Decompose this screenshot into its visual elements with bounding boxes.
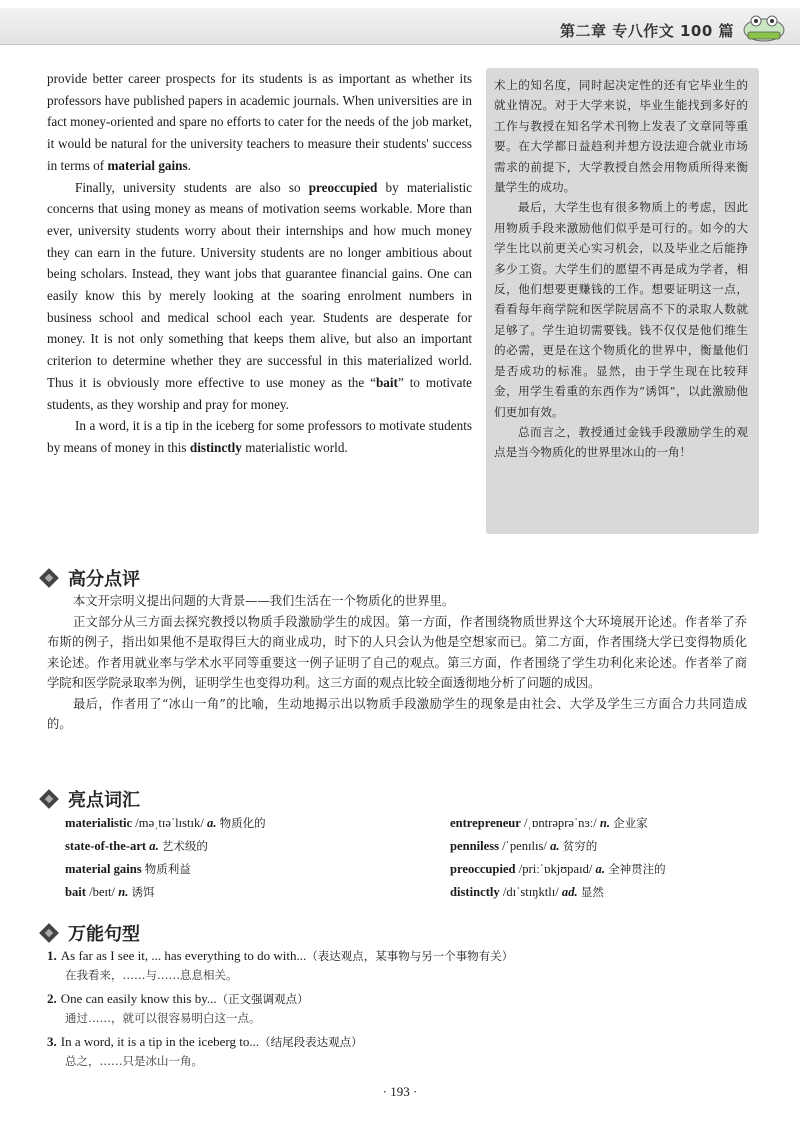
pattern-chinese: 在我看来，……与……息息相关。 bbox=[65, 968, 238, 982]
vocab-entry bbox=[450, 858, 666, 881]
vocab-term: bait bbox=[65, 885, 86, 899]
vocab-meaning: 显然 bbox=[580, 885, 604, 899]
pattern-number: 1. bbox=[47, 948, 57, 963]
vocab-section-title: 亮点词汇 bbox=[68, 790, 140, 811]
vocab-phonetic: /beɪt/ bbox=[89, 885, 116, 899]
vocab-part-of-speech: a. bbox=[149, 839, 159, 853]
pattern-english: In a word, it is a tip in the iceberg to... bbox=[60, 1034, 260, 1049]
vocab-meaning: 企业家 bbox=[613, 816, 648, 830]
vocab-meaning: 诱饵 bbox=[131, 885, 155, 899]
essay-text-run: provide better career prospects for its students is as important as whether its professors have published papers in academic journals. When universities are in fact money-oriented and spare no efforts to cater for the needs of the job market, it would be natural for the university teachers to measure their students' success in terms of bbox=[47, 71, 472, 173]
diamond-bullet-icon bbox=[38, 922, 60, 944]
chapter-header: 第二章 专八作文 100 篇 bbox=[560, 22, 734, 40]
pattern-english: One can easily know this by... bbox=[60, 991, 217, 1006]
vocab-meaning: 贫穷的 bbox=[562, 839, 598, 853]
pattern-note: （正文强调观点） bbox=[216, 992, 309, 1006]
vocab-meaning: 艺术级的 bbox=[161, 839, 208, 853]
pattern-chinese: 通过……，就可以很容易明白这一点。 bbox=[65, 1011, 261, 1025]
comment-paragraph: 正文部分从三方面去探究教授以物质手段激励学生的成因。第一方面，作者围绕物质世界这个大环境展开论述。作者举了乔布斯的例子，指出如果他不是取得巨大的商业成功，时下的人只会认为他是空想家而已。第二方面，作者围绕大学已变得物质化来论述。作者用就业率与学术水平同等重要这一例子证明了自己的观点。第三方面，作者围绕了学生功利化来论述。作者举了商学院和医学院录取率为例，证明学生也变得功利。这三方面的观点比较全面透彻地分析了问题的成因。 bbox=[47, 614, 747, 690]
translation-paragraph: 术上的知名度，同时起决定性的还有它毕业生的就业情况。对于大学来说，毕业生能找到多好的工作与教授在知名学术刊物上发表了文章同等重要。在大学都日益趋利并想方设法迎合就业市场需求的前提下，大学教授自然会用物质所得来衡量学生的成功。 bbox=[494, 78, 748, 195]
pattern-item bbox=[47, 946, 747, 985]
pattern-section-heading bbox=[38, 920, 140, 946]
essay-english-column bbox=[47, 68, 472, 459]
vocab-phonetic: /ˌɒntrəprəˈnɜː/ bbox=[524, 816, 597, 830]
translation-paragraph: 最后，大学生也有很多物质上的考虑，因此用物质手段来激励他们似乎是可行的。如今的大学生比以前更关心实习机会，以及毕业之后能挣多少工资。大学生们的愿望不再是成为学者，相反，他们想要更赚钱的工作。想要证明这一点，看看每年商学院和医学院居高不下的录取人数就足够了。学生迫切需要钱。钱不仅仅是他们维生的必需，更是在这个物质化的世界中，衡量他们是否成功的标准。显然，由于学生现在比较拜金，用学生看重的东西作为“诱饵”，以此激励他们更加有效。 bbox=[494, 200, 748, 419]
vocab-part-of-speech: ad. bbox=[561, 885, 578, 899]
vocab-term: materialistic bbox=[65, 816, 133, 830]
essay-paragraph bbox=[47, 177, 472, 416]
vocab-section-heading bbox=[38, 786, 140, 812]
cartoon-frog-logo-icon bbox=[740, 12, 788, 42]
vocab-term: entrepreneur bbox=[450, 816, 521, 830]
vocab-phonetic: /məˌtɪəˈlɪstɪk/ bbox=[135, 816, 204, 830]
comment-section-title: 高分点评 bbox=[68, 569, 140, 590]
diamond-bullet-icon bbox=[38, 567, 60, 589]
essay-text-run: materialistic world. bbox=[241, 439, 348, 455]
vocab-part-of-speech: n. bbox=[599, 816, 611, 830]
vocab-term: preoccupied bbox=[450, 862, 516, 876]
essay-text-run: In a word, it is a tip in the iceberg for some professors to motivate students by means of money in this bbox=[47, 418, 472, 455]
comment-body bbox=[47, 591, 747, 735]
pattern-note: （结尾段表达观点） bbox=[259, 1035, 363, 1049]
sentence-patterns bbox=[47, 946, 747, 1075]
vocab-part-of-speech: n. bbox=[118, 885, 129, 899]
vocab-phonetic: /ˈpenɪlɪs/ bbox=[502, 839, 547, 853]
pattern-chinese: 总之，……只是冰山一角。 bbox=[65, 1054, 203, 1068]
comment-paragraph: 本文开宗明义提出问题的大背景——我们生活在一个物质化的世界里。 bbox=[73, 594, 455, 608]
vocab-phonetic: /dɪˈstɪŋktlɪ/ bbox=[502, 885, 559, 899]
vocab-term: distinctly bbox=[450, 885, 500, 899]
page-number: · 193 · bbox=[382, 1084, 418, 1099]
vocab-part-of-speech: a. bbox=[550, 839, 560, 853]
vocab-entry bbox=[65, 881, 266, 904]
highlighted-word: bait bbox=[375, 374, 398, 390]
vocab-entry bbox=[450, 812, 666, 835]
vocab-entry bbox=[450, 835, 666, 858]
pattern-section-title: 万能句型 bbox=[68, 924, 140, 945]
essay-paragraph bbox=[47, 68, 472, 177]
vocab-list-left bbox=[65, 812, 266, 904]
pattern-note: （表达观点，某事物与另一个事物有关） bbox=[306, 949, 514, 963]
pattern-number: 3. bbox=[47, 1034, 57, 1049]
essay-text-run: Finally, university students are also so bbox=[75, 179, 309, 195]
essay-chinese-translation bbox=[494, 75, 748, 463]
essay-text-run: . bbox=[187, 157, 191, 173]
highlighted-word: distinctly bbox=[189, 439, 242, 455]
vocab-meaning: 全神贯注的 bbox=[608, 862, 666, 876]
vocab-entry bbox=[65, 858, 266, 881]
essay-text-run: ” to motivate students, as they worship and pray for money. bbox=[47, 374, 472, 412]
comment-section-heading bbox=[38, 565, 140, 591]
vocab-term: penniless bbox=[450, 839, 499, 853]
vocab-entry bbox=[65, 812, 266, 835]
essay-paragraph bbox=[47, 415, 472, 458]
highlighted-word: material gains bbox=[107, 157, 188, 173]
comment-paragraph: 最后，作者用了“冰山一角”的比喻，生动地揭示出以物质手段激励学生的现象是由社会、大学及学生三方面合力共同造成的。 bbox=[47, 696, 747, 731]
pattern-number: 2. bbox=[47, 991, 57, 1006]
vocab-part-of-speech: a. bbox=[207, 816, 217, 830]
vocab-term: material gains bbox=[65, 862, 142, 876]
vocab-list-right bbox=[450, 812, 666, 904]
vocab-entry bbox=[65, 835, 266, 858]
vocab-phonetic: /priːˈɒkjʊpaɪd/ bbox=[518, 862, 593, 876]
pattern-item bbox=[47, 1032, 747, 1071]
vocab-meaning: 物质利益 bbox=[144, 862, 191, 876]
highlighted-word: preoccupied bbox=[308, 179, 378, 195]
vocab-meaning: 物质化的 bbox=[219, 816, 266, 830]
pattern-item bbox=[47, 989, 747, 1028]
vocab-part-of-speech: a. bbox=[595, 862, 605, 876]
vocab-term: state-of-the-art bbox=[65, 839, 147, 853]
diamond-bullet-icon bbox=[38, 788, 60, 810]
translation-paragraph: 总而言之，教授通过金钱手段激励学生的观点是当今物质化的世界里冰山的一角！ bbox=[494, 424, 748, 460]
vocab-entry bbox=[450, 881, 666, 904]
pattern-english: As far as I see it, ... has everything to do with... bbox=[60, 948, 307, 963]
essay-text-run: by materialistic concerns that using money as means of motivation seems workable. More than ever, university students worry about their internships and how much money they can earn in the future. University students are no longer ambitious about being scholars. Instead, they want jobs that guarantee financial gains. One can easily know this by merely looking at the soaring enrolment numbers in business school and medical school each year. Students are desperate for money. It is not only something that keeps them alive, but also an important criterion to determine whether they are successful in this materialized world. Thus it is obviously more effective to use money as the “ bbox=[47, 179, 472, 390]
